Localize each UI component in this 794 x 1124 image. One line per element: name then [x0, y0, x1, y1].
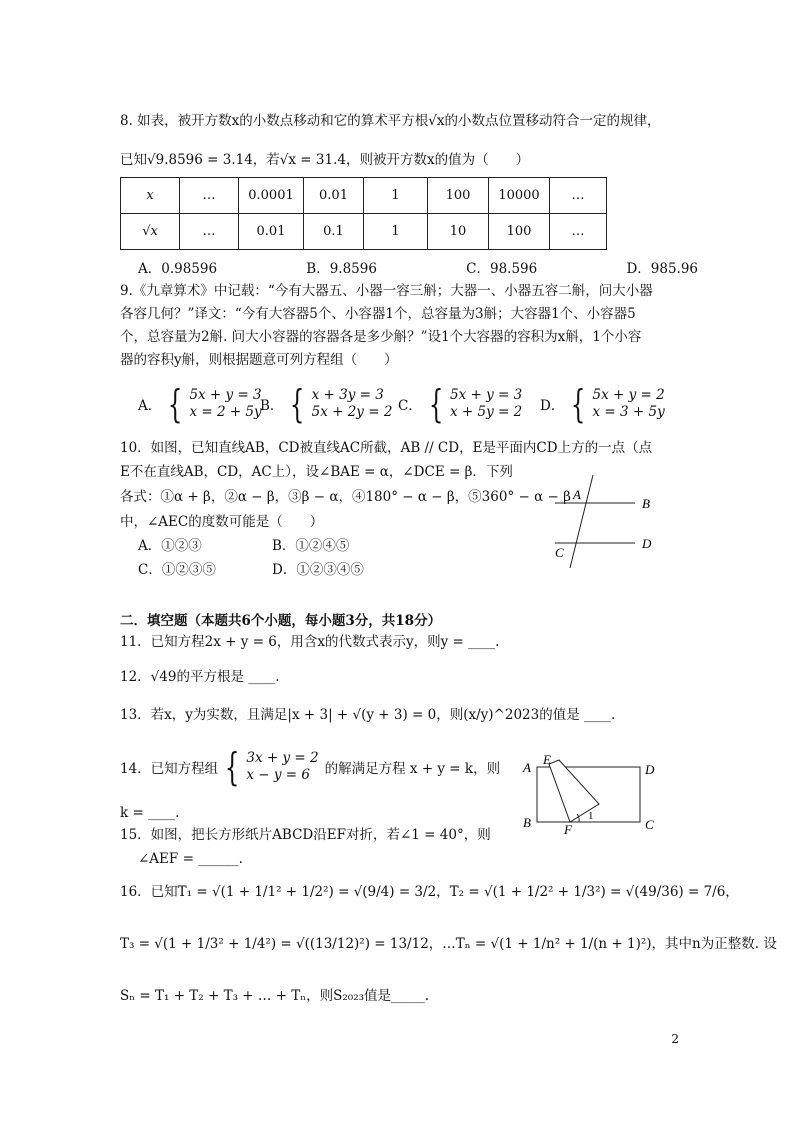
- label-e: E: [543, 752, 551, 767]
- q16-line1: 16．已知T₁ = √(1 + 1/1² + 1/2²) = √(9/4) = 3/2，T₂ = √(1 + 1/2² + 1/3²) = √(49/36) = 7/6，: [120, 884, 739, 900]
- q9-option-a[interactable]: [138, 382, 262, 426]
- table-cell: 10: [428, 214, 489, 250]
- table-cell: x: [121, 178, 180, 214]
- equation: 5x + y = 3: [450, 387, 523, 403]
- q10-line4: 中，∠AEC的度数可能是（ ）: [120, 514, 324, 530]
- option-c[interactable]: C．98.596: [466, 261, 538, 277]
- table-row: [121, 214, 607, 250]
- table-cell: 0.0001: [239, 178, 304, 214]
- equation: 5x + 2y = 2: [311, 404, 393, 420]
- q10-option-c[interactable]: C．①②③⑤: [138, 562, 216, 578]
- brace-icon: {: [290, 382, 305, 426]
- table-cell: 0.1: [304, 214, 364, 250]
- q8-options: [138, 257, 698, 277]
- q12: 12．√49的平方根是 ____.: [120, 669, 280, 685]
- equation: 5x + y = 3: [189, 387, 262, 403]
- brace-icon: {: [225, 745, 240, 789]
- table-row: [121, 178, 607, 214]
- label-c: C: [645, 817, 654, 832]
- q9-option-d[interactable]: [540, 382, 665, 426]
- q14-line2: k = ____.: [120, 805, 180, 821]
- option-label: B．: [260, 398, 284, 414]
- q8-line1: 8. 如表，被开方数x的小数点移动和它的算术平方根√x的小数点位置移动符合一定的规律，: [120, 113, 661, 129]
- q10-line1: 10．如图，已知直线AB，CD被直线AC所截，AB // CD，E是平面内CD上方的一点（点: [120, 440, 653, 456]
- option-label: A．: [138, 398, 162, 414]
- q9-option-c[interactable]: [398, 382, 523, 426]
- table-cell: 1: [364, 214, 428, 250]
- q13: 13．若x，y为实数，且满足|x + 3| + √(y + 3) = 0，则(x/y)^2023的值是 ____.: [120, 707, 616, 723]
- option-d[interactable]: D．985.96: [626, 261, 698, 277]
- q8-line2: 已知√9.8596 = 3.14，若√x = 31.4，则被开方数x的值为（ ）: [120, 152, 530, 168]
- option-a[interactable]: A．0.98596: [138, 261, 218, 277]
- label-b: B: [523, 815, 531, 830]
- label-b: B: [642, 496, 650, 511]
- q16-line2: T₃ = √(1 + 1/3² + 1/4²) = √((13/12)²) = 13/12，…Tₙ = √(1 + 1/n² + 1/(n + 1)²)，其中n为正整数. 设: [120, 936, 777, 952]
- q16-line3: Sₙ = T₁ + T₂ + T₃ + … + Tₙ，则S₂₀₂₃值是_____.: [120, 988, 430, 1004]
- q9-line3: 个，总容量为2斛. 问大小容器的容器各是多少斛？”设1个大容器的容积为x斛，1个小容: [120, 329, 642, 345]
- q9-line4: 器的容积y斛，则根据题意可列方程组（ ）: [120, 352, 398, 368]
- equation: x − y = 6: [246, 767, 310, 783]
- q9-line1: 9.《九章算术》中记载：“今有大器五、小器一容三斛；大器一、小器五容二斛，问大小器: [120, 283, 653, 299]
- q14-line1: [120, 745, 501, 789]
- q11: 11．已知方程2x + y = 6，用含x的代数式表示y，则y = ____.: [120, 634, 500, 650]
- q15-line1: 15．如图，把长方形纸片ABCD沿EF对折，若∠1 = 40°，则: [120, 827, 491, 843]
- label-d: D: [642, 536, 652, 551]
- equation: 3x + y = 2: [246, 750, 319, 766]
- q10-parallel-lines-figure: [540, 470, 670, 570]
- option-label: D．: [540, 398, 565, 414]
- option-b[interactable]: B．9.8596: [306, 261, 377, 277]
- q10-line3: 各式：①α + β，②α − β，③β − α，④180° − α − β，⑤360° − α − β: [120, 489, 571, 505]
- q14-prefix: 14．已知方程组: [120, 761, 219, 777]
- label-c: C: [555, 545, 564, 560]
- q15-line2: ∠AEF = ______.: [138, 851, 243, 867]
- equation: x = 2 + 5y: [189, 404, 262, 420]
- table-cell: …: [180, 178, 239, 214]
- equation: 5x + y = 2: [592, 387, 665, 403]
- table-cell: 0.01: [304, 178, 364, 214]
- table-cell: 0.01: [239, 214, 304, 250]
- table-cell: 1: [364, 178, 428, 214]
- brace-icon: {: [168, 382, 183, 426]
- table-cell: 100: [428, 178, 489, 214]
- label-a: A: [573, 487, 581, 502]
- q8-table: [120, 177, 607, 250]
- equation: x + 5y = 2: [450, 404, 523, 420]
- brace-icon: {: [571, 382, 586, 426]
- q10-option-d[interactable]: D．①②③④⑤: [272, 562, 364, 578]
- brace-icon: {: [428, 382, 444, 426]
- label-a: A: [523, 760, 531, 775]
- label-d: D: [645, 762, 655, 777]
- table-cell: 10000: [489, 178, 550, 214]
- table-cell: …: [550, 178, 607, 214]
- q14-suffix: 的解满足方程 x + y = k，则: [324, 761, 501, 777]
- q9-option-b[interactable]: [260, 382, 393, 426]
- label-f: F: [564, 822, 572, 837]
- q9-line2: 各容几何？”译文：“今有大容器5个、小容器1个，总容量为3斛；大容器1个、小容器5: [120, 306, 636, 322]
- section-heading: 二．填空题（本题共6个小题，每小题3分，共18分）: [120, 613, 442, 629]
- option-label: C．: [398, 398, 422, 414]
- q15-folded-rectangle-figure: [515, 752, 665, 837]
- equation: x = 3 + 5y: [592, 404, 665, 420]
- table-cell: …: [550, 214, 607, 250]
- q10-line2: E不在直线AB，CD，AC上），设∠BAE = α，∠DCE = β．下列: [120, 464, 513, 480]
- q10-option-b[interactable]: B．①②④⑤: [272, 538, 350, 554]
- page-number: 2: [671, 1032, 679, 1046]
- table-cell: √x: [121, 214, 180, 250]
- equation: x + 3y = 3: [311, 387, 384, 403]
- q10-option-a[interactable]: A．①②③: [138, 538, 202, 554]
- table-cell: 100: [489, 214, 550, 250]
- table-cell: …: [180, 214, 239, 250]
- label-angle-1: 1: [588, 810, 594, 822]
